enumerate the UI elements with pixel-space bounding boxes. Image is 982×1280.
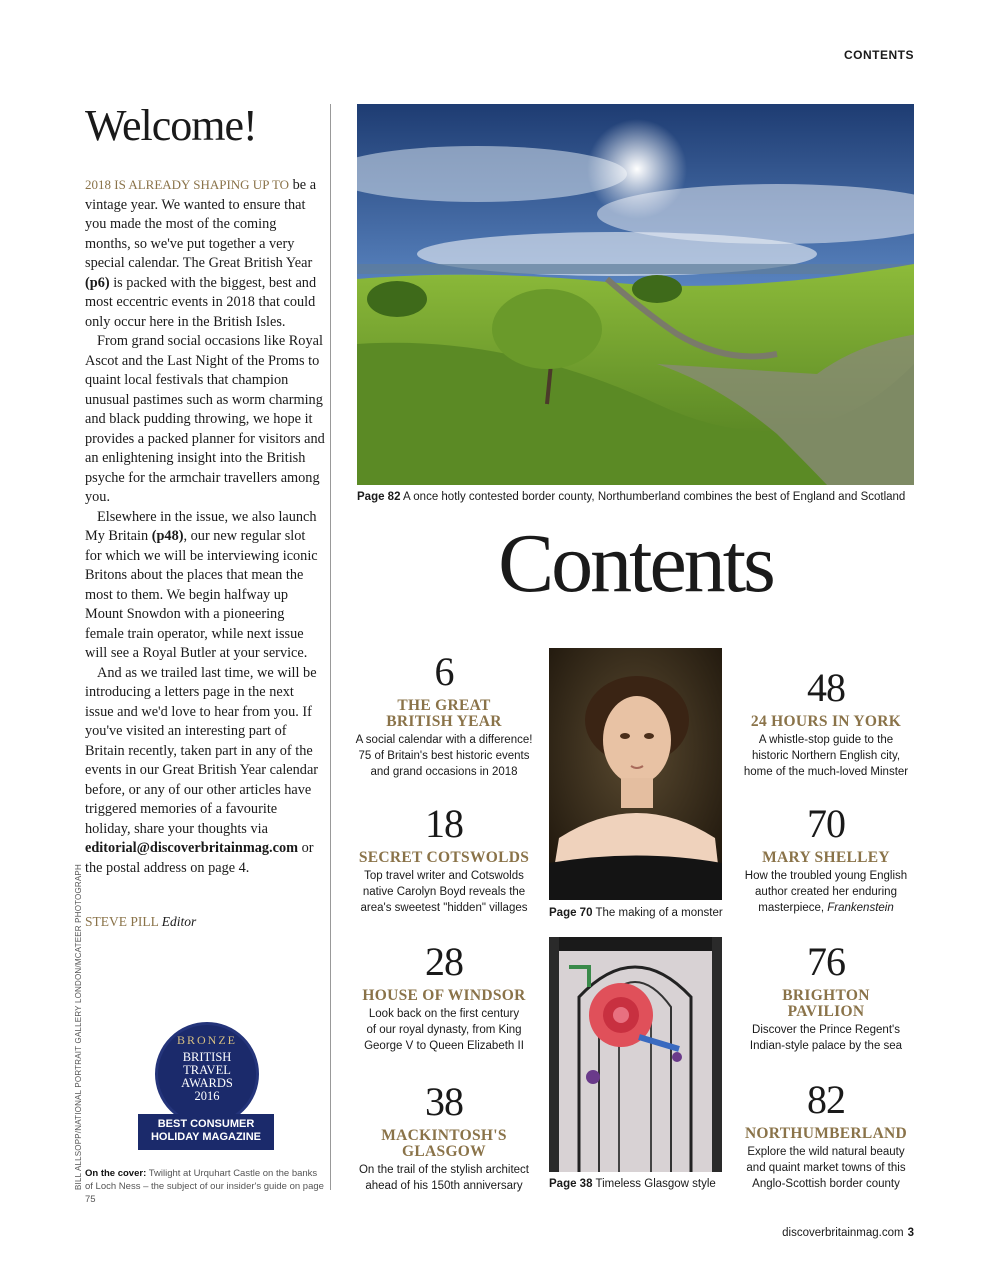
award-line-3: AWARDS [181,1076,233,1090]
letter-body [85,175,325,878]
entry-desc-italic: Frankenstein [827,902,894,914]
award-banner-line-1: BEST CONSUMER [157,1118,255,1130]
glass-caption-text: Timeless Glasgow style [592,1178,716,1190]
editor-letter [85,100,325,930]
entry-desc-line-2: 75 of Britain's best historic events [358,750,530,762]
award-text [158,1051,256,1103]
entry-desc-line-3: Anglo-Scottish border county [752,1178,900,1190]
entry-description [736,1144,916,1192]
entry-desc-line-2: ahead of his 150th anniversary [365,1180,523,1192]
entry-desc-line-3: area's sweetest "hidden" villages [360,902,528,914]
entry-desc-line-3: George V to Queen Elizabeth II [364,1040,524,1052]
contents-entry[interactable] [736,666,916,780]
contents-entry[interactable] [354,650,534,780]
contents-entry[interactable] [354,1080,534,1194]
entry-desc-line-3 [736,900,916,916]
entry-description [354,868,534,916]
entry-page-number: 70 [807,801,845,846]
footer-site[interactable]: discoverbritainmag.com [782,1227,904,1239]
entry-page-number: 28 [425,939,463,984]
award-badge [138,1022,274,1154]
entry-page-number: 76 [807,939,845,984]
editor-role: Editor [161,914,197,929]
lead-caps: 2018 IS ALREADY SHAPING UP TO [85,177,290,192]
entry-desc-line-1: Discover the Prince Regent's [752,1024,900,1036]
entry-description [736,868,916,916]
hero-caption [357,491,917,503]
contents-entry[interactable] [736,1078,916,1192]
p4-text: And as we trailed last time, we will be introducing a letters page in the next issue and we'd love to hear from you. If you've visited an interesting part of Britain recently, taken part in any of the events in our Great British Year calendar before, or any of our other articles have triggered memories of a favourite holiday, share your thoughts via [85,664,319,837]
entry-title-line-2: GLASGOW [402,1143,486,1160]
glass-caption-page: Page 38 [549,1178,593,1190]
portrait-illustration [549,648,722,900]
portrait-caption-page: Page 70 [549,907,593,919]
editor-name: STEVE PILL [85,914,159,929]
page-number: 3 [907,1227,914,1239]
entry-title-line-1: HOUSE OF WINDSOR [362,987,526,1004]
letter-paragraph-1 [85,175,325,332]
editor-signature [85,914,325,930]
entry-desc-line-1: Top travel writer and Cotswolds [364,870,524,882]
portrait-caption [549,907,723,919]
entry-page-number: 82 [807,1077,845,1122]
entry-page-number: 48 [807,665,845,710]
entry-description [354,1006,534,1054]
entry-desc-line-3: home of the much-loved Minster [743,766,909,778]
entry-title [736,850,916,866]
landscape-illustration [357,104,914,485]
award-seal [155,1022,259,1126]
entry-title-line-2: PAVILION [787,1003,865,1020]
p3-text-end: , our new regular slot for which we will be interviewing iconic Britons about the places that mean the most to them. We begin halfway up Mount Snowdon with a pioneering female train operator, while next issue will see a Royal Butler at your service. [85,528,318,661]
contents-entry[interactable] [354,940,534,1054]
entry-title-line-2: BRITISH YEAR [386,713,502,730]
hero-landscape-image [357,104,914,485]
entry-title-line-1: MARY SHELLEY [762,849,890,866]
p1-text: be a vintage year. We wanted to ensure that you made the most of the coming months, so we've put together a very special calendar. The Great British Year [85,177,317,271]
editorial-email-link[interactable]: editorial@discoverbritainmag.com [85,840,299,856]
hero-caption-text: A once hotly contested border county, Northumberland combines the best of England and Scotland [400,491,906,503]
entry-title [736,1126,916,1142]
entry-page-number: 38 [425,1079,463,1124]
welcome-heading: Welcome! [85,101,257,150]
entry-desc-line-1: Explore the wild natural beauty [747,1146,905,1158]
entry-title-line-1: BRIGHTON [782,987,870,1004]
letter-paragraph-2: From grand social occasions like Royal Ascot and the Last Night of the Proms to quaint local festivals that champion unusual pastimes such as worm charming and black pudding throwing, we hope it provides a packed planner for visitors and an enlightening insight into the British psyche for the armchair travellers among you. [85,333,325,505]
entry-page-number: 18 [425,801,463,846]
entry-title-line-1: MACKINTOSH'S [381,1127,507,1144]
entry-title-line-1: SECRET COTSWOLDS [358,849,530,866]
award-banner [138,1114,274,1150]
entry-title-line-1: THE GREAT [397,697,491,714]
p1-page-ref: (p6) [85,274,110,291]
award-year: 2016 [194,1089,220,1103]
entry-title [354,850,534,866]
cover-note [85,1167,325,1206]
contents-entry[interactable] [736,940,916,1054]
contents-heading: Contents [498,517,773,610]
entry-desc-line-1: Look back on the first century [368,1008,520,1020]
cover-note-label: On the cover: [85,1168,147,1179]
column-divider [330,104,331,1190]
entry-page-number: 6 [434,649,454,694]
award-line-1: BRITISH [182,1050,232,1064]
entry-title-line-1: 24 HOURS IN YORK [750,713,902,730]
section-label: CONTENTS [844,48,914,62]
award-banner-line-2: HOLIDAY MAGAZINE [150,1131,261,1143]
letter-paragraph-3 [85,508,325,664]
p4-text-end: or the postal address on page 4. [85,840,314,876]
portrait-caption-text: The making of a monster [592,907,723,919]
entry-title-line-1: NORTHUMBERLAND [744,1125,908,1142]
entry-title [354,1128,534,1160]
entry-desc-line-1: On the trail of the stylish architect [358,1164,530,1176]
cover-note-text: Twilight at Urquhart Castle on the banks of Loch Ness – the subject of our insider's guide on page 75 [85,1168,324,1205]
p1-text-end: is packed with the biggest, best and most eccentric events in 2018 that could only occur here in the British Isles. [85,274,317,330]
letter-paragraph-4 [85,664,325,879]
contents-entry[interactable] [354,802,534,916]
entry-desc-line-2: Indian-style palace by the sea [749,1040,903,1052]
entry-desc-line-2: native Carolyn Boyd reveals the [362,886,526,898]
mary-shelley-portrait [549,648,722,900]
award-tier: BRONZE [177,1033,237,1047]
entry-desc-line-2: author created her enduring [755,886,897,898]
entry-title [354,988,534,1004]
entry-desc-line-3: and grand occasions in 2018 [370,766,518,778]
entry-desc-line-3-text: masterpiece, [758,902,828,914]
photo-credit: BILL ALLSOPP/NATIONAL PORTRAIT GALLERY LONDON/MCATEER PHOTOGRAPH [74,864,83,1190]
entry-desc-line-1: A social calendar with a difference! [355,734,533,746]
p3-page-ref: (p48) [151,528,184,544]
award-line-2: TRAVEL [183,1063,231,1077]
entry-description [354,732,534,780]
page-footer [782,1227,914,1239]
mackintosh-stained-glass [549,937,722,1172]
entry-description [354,1162,534,1194]
hero-caption-page: Page 82 [357,491,401,503]
entry-title [736,988,916,1020]
stained-glass-illustration [549,937,722,1172]
glass-caption [549,1178,716,1190]
entry-description [736,1022,916,1054]
entry-title [736,714,916,730]
entry-desc-line-1: A whistle-stop guide to the [758,734,894,746]
entry-description [736,732,916,780]
entry-title [354,698,534,730]
p3-text: Elsewhere in the issue, we also launch My Britain [85,508,317,544]
entry-desc-line-1: How the troubled young English [744,870,908,882]
contents-entry[interactable] [736,802,916,916]
entry-desc-line-2: and quaint market towns of this [746,1162,906,1174]
entry-desc-line-2: historic Northern English city, [751,750,901,762]
entry-desc-line-2: of our royal dynasty, from King [366,1024,522,1036]
